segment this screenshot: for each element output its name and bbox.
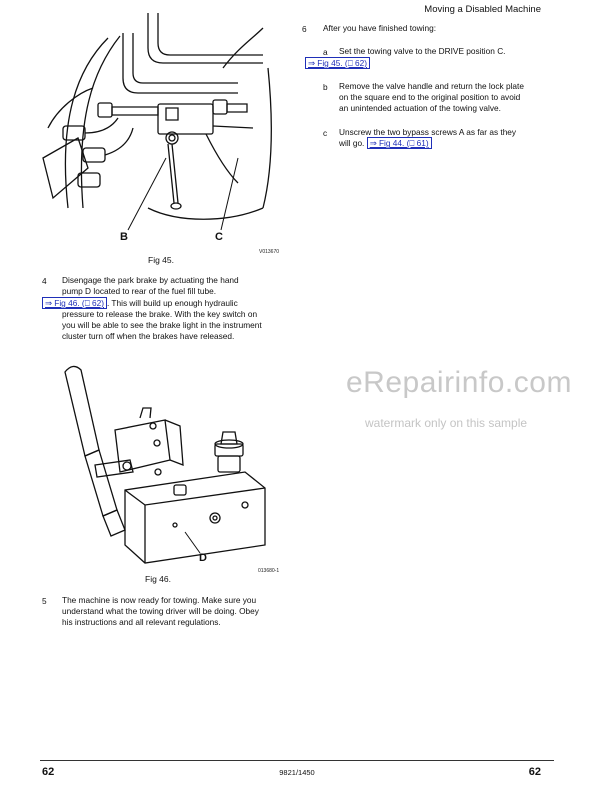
step-4-line: you will be able to see the brake light in the instrument — [62, 320, 262, 331]
watermark-main: eRepairinfo.com — [346, 366, 572, 399]
step-4-text-cont — [62, 309, 262, 343]
substep-c-letter: c — [323, 128, 328, 138]
substep-c-line — [339, 138, 516, 149]
step-4-xref-line — [42, 298, 238, 309]
step-5-text — [62, 595, 259, 629]
figure-45-label-b: B — [120, 231, 128, 243]
substep-b-letter: b — [323, 82, 328, 92]
figure-46-code: 013680-1 — [258, 568, 280, 574]
substep-c-line-2: will go. — [339, 138, 365, 149]
step-4-number: 4 — [42, 276, 47, 286]
step-5-line: his instructions and all relevant regulations. — [62, 617, 221, 628]
footer-rule — [40, 760, 554, 761]
fig-45-link[interactable]: ⇒ Fig 45. (⎕ 62) — [305, 57, 370, 69]
substep-a-text: Set the towing valve to the DRIVE position C. — [339, 46, 506, 56]
figure-46-caption: Fig 46. — [145, 574, 171, 584]
page-number-left: 62 — [42, 766, 55, 778]
step-5-number: 5 — [42, 596, 47, 606]
substep-c-line: Unscrew the two bypass screws A as far as they — [339, 127, 517, 137]
figure-45-caption: Fig 45. — [148, 255, 174, 265]
step-4-text — [62, 275, 280, 297]
substep-a-letter: a — [323, 47, 328, 57]
step-5-line: understand what the towing driver will be doing. Obey — [62, 606, 259, 617]
document-number: 9821/1450 — [279, 768, 315, 777]
figure-45-illustration — [38, 8, 283, 233]
substep-b-line: on the square end to the original position to avoid — [339, 92, 521, 103]
step-4-line: pump D located to rear of the fuel fill tube. — [62, 286, 217, 297]
substep-a-xref-wrap — [305, 58, 370, 69]
substep-b-line: an unintended actuation of the towing valve. — [339, 103, 501, 114]
step-4-line-3-rest: . This will build up enough hydraulic — [106, 298, 238, 308]
figure-45-code: V013670 — [259, 249, 280, 255]
figure-46-label-d: D — [199, 552, 207, 564]
fig-44-link[interactable]: ⇒ Fig 44. (⎕ 61) — [367, 137, 432, 149]
step-6-text: After you have finished towing: — [323, 23, 436, 33]
section-title: Moving a Disabled Machine — [424, 4, 541, 15]
page-number-right: 62 — [528, 766, 541, 778]
fig-46-link[interactable]: ⇒ Fig 46. (⎕ 62) — [42, 297, 107, 309]
step-5-line: The machine is now ready for towing. Make sure you — [62, 595, 257, 605]
watermark-sub: watermark only on this sample — [365, 416, 528, 430]
substep-c-text — [339, 127, 516, 149]
substep-b-line: Remove the valve handle and return the lock plate — [339, 81, 524, 91]
substep-b-text — [339, 81, 524, 115]
step-4-line: pressure to release the brake. With the key switch on — [62, 309, 258, 319]
figure-46-illustration — [55, 360, 280, 565]
step-6-number: 6 — [302, 24, 307, 34]
step-4-line: cluster turn off when the brakes have released. — [62, 331, 235, 342]
step-4-line: Disengage the park brake by actuating the hand — [62, 275, 239, 285]
figure-45-label-c: C — [215, 231, 223, 243]
